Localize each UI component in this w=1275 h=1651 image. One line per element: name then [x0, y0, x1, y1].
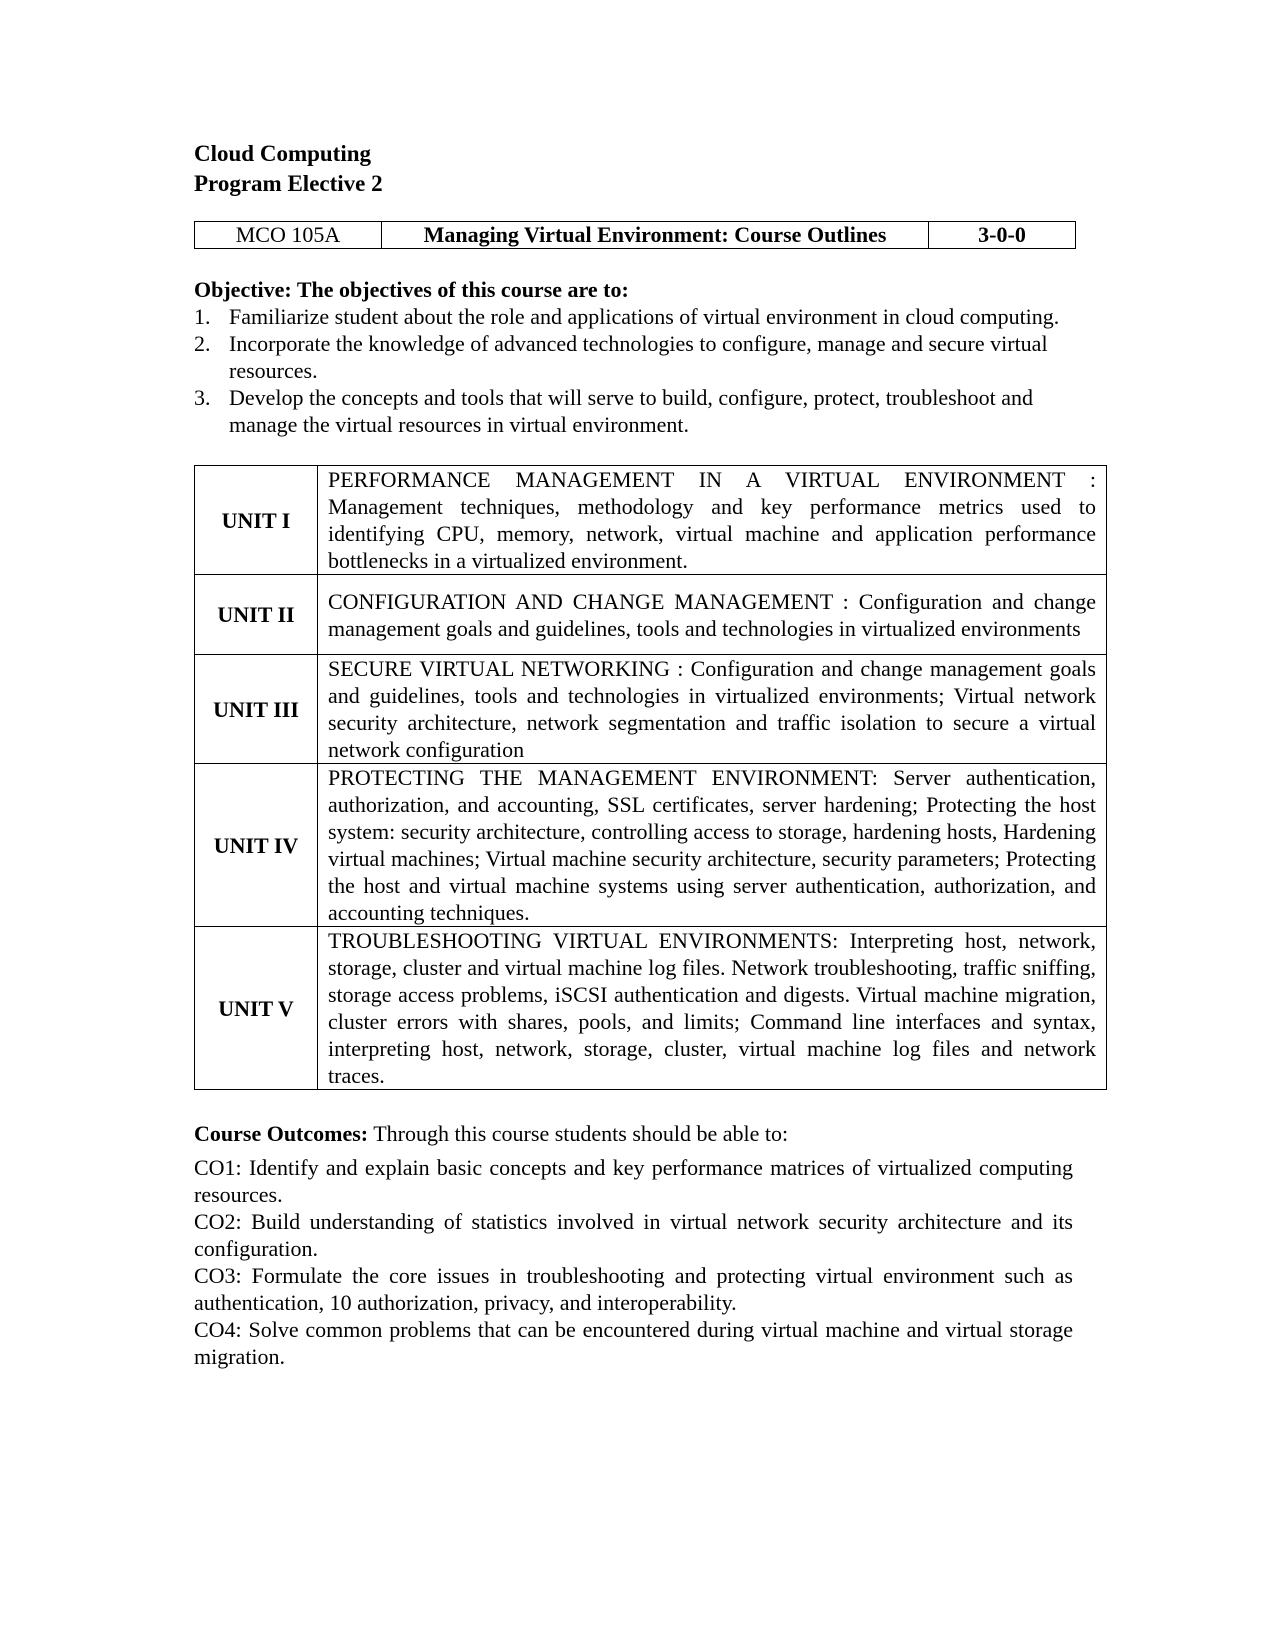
unit-label: UNIT I — [195, 466, 318, 575]
unit-content: PROTECTING THE MANAGEMENT ENVIRONMENT: Server authentication, authorization, and accounting, SSL certificates, server hardening; Protecting the host system: security architecture, controlling access to storage, hardening hosts, Hardening virtual machines; Virtual machine security architecture, security parameters; Protecting the host and virtual machine systems using server authentication, authorization, and accounting techniques. — [318, 764, 1107, 927]
course-outcomes-intro: Through this course students should be able to: — [368, 1121, 789, 1146]
objective-item — [194, 384, 1074, 438]
course-outcomes-list — [194, 1154, 1073, 1370]
course-credits: 3-0-0 — [929, 222, 1076, 249]
unit-content: TROUBLESHOOTING VIRTUAL ENVIRONMENTS: Interpreting host, network, storage, cluster and virtual machine log files. Network troubleshooting, traffic sniffing, storage access problems, iSCSI authentication and digests. Virtual machine migration, cluster errors with shares, pools, and limits; Command line interfaces and syntax, interpreting host, network, storage, cluster, virtual machine log files and network traces. — [318, 927, 1107, 1090]
unit-content: CONFIGURATION AND CHANGE MANAGEMENT : Configuration and change management goals and guidelines, tools and technologies in virtualized environments — [318, 575, 1107, 655]
course-outcome-item: CO4: Solve common problems that can be encountered during virtual machine and virtual storage migration. — [194, 1317, 1073, 1369]
objective-text: Familiarize student about the role and applications of virtual environment in cloud computing. — [229, 304, 1060, 329]
course-title: Managing Virtual Environment: Course Outlines — [382, 222, 929, 249]
unit-label: UNIT V — [195, 927, 318, 1090]
unit-row — [195, 655, 1107, 764]
course-outcome-item: CO1: Identify and explain basic concepts and key performance matrices of virtualized computing resources. — [194, 1155, 1073, 1207]
unit-row — [195, 575, 1107, 655]
course-outcomes-heading — [194, 1120, 788, 1147]
objectives-list — [194, 303, 1074, 438]
elective-title: Program Elective 2 — [194, 171, 383, 196]
unit-row — [195, 466, 1107, 575]
course-info-table — [194, 221, 1076, 249]
course-group-title: Cloud Computing — [194, 141, 372, 166]
objective-number: 3. — [194, 385, 211, 410]
objective-number: 1. — [194, 304, 211, 329]
objective-text: Incorporate the knowledge of advanced technologies to configure, manage and secure virtual resources. — [229, 331, 1048, 383]
unit-label: UNIT III — [195, 655, 318, 764]
unit-row — [195, 764, 1107, 927]
objective-number: 2. — [194, 331, 211, 356]
course-outcome-item: CO2: Build understanding of statistics involved in virtual network security architecture and its configuration. — [194, 1209, 1073, 1261]
objective-text: Develop the concepts and tools that will serve to build, configure, protect, troubleshoot and manage the virtual resources in virtual environment. — [229, 385, 1034, 437]
course-outcome-item: CO3: Formulate the core issues in troubleshooting and protecting virtual environment such as authentication, 10 authorization, privacy, and interoperability. — [194, 1263, 1073, 1315]
syllabus-units-table — [194, 465, 1107, 1090]
course-outcomes-label: Course Outcomes: — [194, 1121, 369, 1146]
unit-label: UNIT IV — [195, 764, 318, 927]
objectives-heading: Objective: The objectives of this course are to: — [194, 277, 629, 302]
unit-content: PERFORMANCE MANAGEMENT IN A VIRTUAL ENVIRONMENT : Management techniques, methodology and key performance metrics used to identifying CPU, memory, network, virtual machine and application performance bottlenecks in a virtualized environment. — [318, 466, 1107, 575]
unit-label: UNIT II — [195, 575, 318, 655]
course-code: MCO 105A — [195, 222, 382, 249]
course-info-row — [195, 222, 1076, 249]
objective-item — [194, 330, 1074, 384]
unit-row — [195, 927, 1107, 1090]
unit-content: SECURE VIRTUAL NETWORKING : Configuration and change management goals and guidelines, tools and technologies in virtualized environments; Virtual network security architecture, network segmentation and traffic isolation to secure a virtual network configuration — [318, 655, 1107, 764]
objective-item — [194, 303, 1074, 330]
